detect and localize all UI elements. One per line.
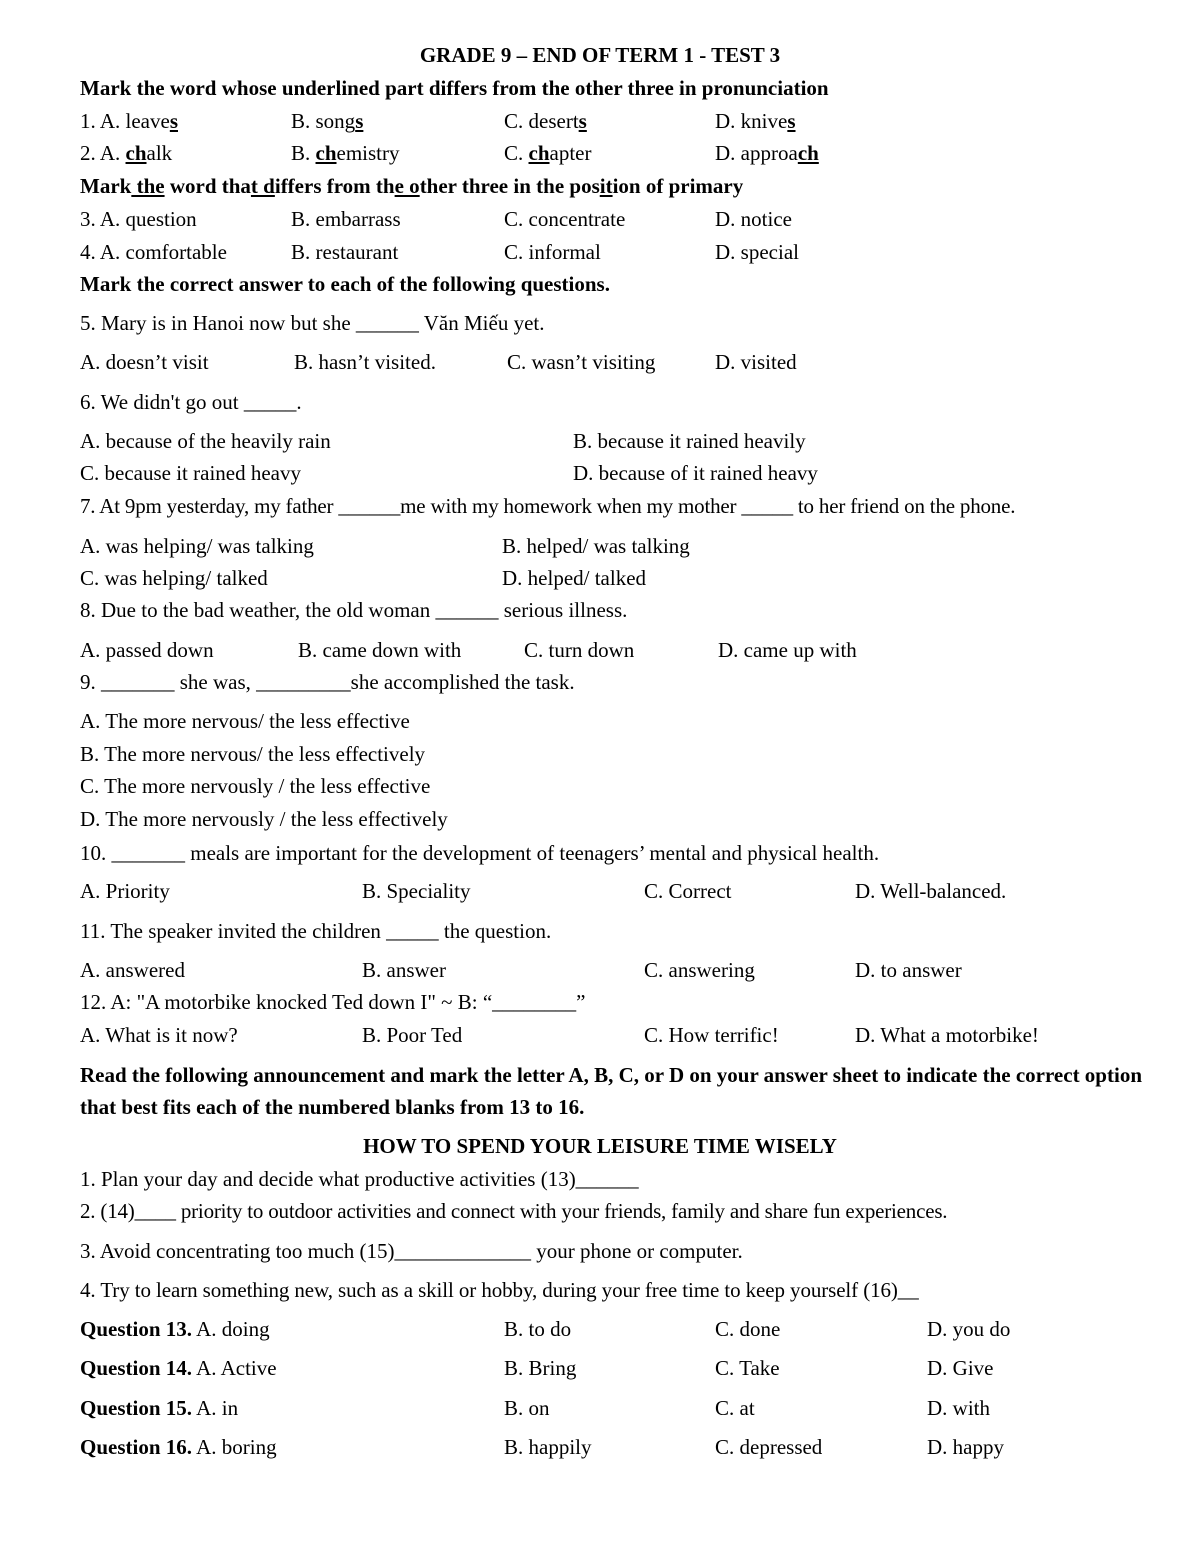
q11-option-c[interactable]: C. answering bbox=[644, 958, 755, 982]
q5-option-a[interactable]: A. doesn’t visit bbox=[80, 350, 209, 374]
q3-option-a[interactable]: 3. A. question bbox=[80, 207, 197, 231]
q5-option-c[interactable]: C. wasn’t visiting bbox=[507, 350, 656, 374]
section-pronunciation: Mark the word whose underlined part differs from the other three in pronunciation bbox=[80, 76, 829, 100]
q10-option-a[interactable]: A. Priority bbox=[80, 879, 170, 903]
q15-option-b[interactable]: B. on bbox=[504, 1396, 550, 1420]
q8-option-a[interactable]: A. passed down bbox=[80, 638, 214, 662]
q1-option-c[interactable]: C. deserts bbox=[504, 109, 587, 133]
q4-option-c[interactable]: C. informal bbox=[504, 240, 601, 264]
q16-option-d[interactable]: D. happy bbox=[927, 1435, 1004, 1459]
page-title: GRADE 9 – END OF TERM 1 - TEST 3 bbox=[419, 43, 781, 67]
q4-option-d[interactable]: D. special bbox=[715, 240, 799, 264]
q10-option-b[interactable]: B. Speciality bbox=[362, 879, 471, 903]
section-grammar: Mark the correct answer to each of the following questions. bbox=[80, 272, 610, 296]
q2-option-b[interactable]: B. chemistry bbox=[291, 141, 400, 165]
q7-option-d[interactable]: D. helped/ talked bbox=[502, 566, 647, 590]
q3-option-d[interactable]: D. notice bbox=[715, 207, 792, 231]
q3-option-b[interactable]: B. embarrass bbox=[291, 207, 401, 231]
q1-option-a[interactable]: 1. A. leaves bbox=[80, 109, 178, 133]
q7-option-a[interactable]: A. was helping/ was talking bbox=[80, 534, 314, 558]
passage-line-3: 3. Avoid concentrating too much (15)_____________ your phone or computer. bbox=[80, 1239, 743, 1263]
q9-option-c[interactable]: C. The more nervously / the less effective bbox=[80, 774, 431, 798]
q10-option-d[interactable]: D. Well-balanced. bbox=[855, 879, 1007, 903]
q8-stem: 8. Due to the bad weather, the old woman ______ serious illness. bbox=[80, 598, 628, 622]
q14-option-d[interactable]: D. Give bbox=[927, 1356, 994, 1380]
q6-stem: 6. We didn't go out _____. bbox=[80, 390, 302, 414]
q6-option-d[interactable]: D. because of it rained heavy bbox=[573, 461, 818, 485]
q15-option-d[interactable]: D. with bbox=[927, 1396, 990, 1420]
passage-line-2: 2. (14)____ priority to outdoor activities and connect with your friends, family and share fun experiences. bbox=[80, 1199, 948, 1223]
passage-line-1: 1. Plan your day and decide what productive activities (13)______ bbox=[80, 1167, 639, 1191]
q5-stem: 5. Mary is in Hanoi now but she ______ Văn Miếu yet. bbox=[80, 311, 545, 335]
q6-option-c[interactable]: C. because it rained heavy bbox=[80, 461, 301, 485]
q11-option-b[interactable]: B. answer bbox=[362, 958, 446, 982]
q13-option-d[interactable]: D. you do bbox=[927, 1317, 1011, 1341]
q9-option-a[interactable]: A. The more nervous/ the less effective bbox=[80, 709, 410, 733]
q10-stem: 10. _______ meals are important for the development of teenagers’ mental and physical health. bbox=[80, 841, 880, 865]
q2-option-a[interactable]: 2. A. chalk bbox=[80, 141, 173, 165]
q16-option-b[interactable]: B. happily bbox=[504, 1435, 592, 1459]
q14-option-c[interactable]: C. Take bbox=[715, 1356, 780, 1380]
q11-option-d[interactable]: D. to answer bbox=[855, 958, 962, 982]
q8-option-c[interactable]: C. turn down bbox=[524, 638, 635, 662]
q13-option-c[interactable]: C. done bbox=[715, 1317, 781, 1341]
q6-option-b[interactable]: B. because it rained heavily bbox=[573, 429, 806, 453]
q12-option-a[interactable]: A. What is it now? bbox=[80, 1023, 238, 1047]
q2-option-d[interactable]: D. approach bbox=[715, 141, 819, 165]
passage-line-4: 4. Try to learn something new, such as a skill or hobby, during your free time to keep yourself (16)__ bbox=[80, 1278, 919, 1302]
q12-option-d[interactable]: D. What a motorbike! bbox=[855, 1023, 1039, 1047]
q12-option-b[interactable]: B. Poor Ted bbox=[362, 1023, 463, 1047]
q3-option-c[interactable]: C. concentrate bbox=[504, 207, 626, 231]
q15-option-a[interactable]: Question 15. A. in bbox=[80, 1396, 239, 1420]
q2-option-c[interactable]: C. chapter bbox=[504, 141, 592, 165]
q14-option-b[interactable]: B. Bring bbox=[504, 1356, 577, 1380]
q16-option-a[interactable]: Question 16. A. boring bbox=[80, 1435, 277, 1459]
q6-option-a[interactable]: A. because of the heavily rain bbox=[80, 429, 331, 453]
q12-stem: 12. A: "A motorbike knocked Ted down I" ~ B: “________” bbox=[80, 990, 586, 1014]
q9-option-b[interactable]: B. The more nervous/ the less effectively bbox=[80, 742, 426, 766]
q1-option-d[interactable]: D. knives bbox=[715, 109, 796, 133]
q8-option-b[interactable]: B. came down with bbox=[298, 638, 462, 662]
q13-option-a[interactable]: Question 13. A. doing bbox=[80, 1317, 270, 1341]
q9-option-d[interactable]: D. The more nervously / the less effectively bbox=[80, 807, 448, 831]
section-reading-instructions: Read the following announcement and mark the letter A, B, C, or D on your answer sheet to indicate the correct option that best fits each of the numbered blanks from 13 to 16. bbox=[80, 1063, 1142, 1119]
q5-option-b[interactable]: B. hasn’t visited. bbox=[294, 350, 436, 374]
q8-option-d[interactable]: D. came up with bbox=[718, 638, 857, 662]
q12-option-c[interactable]: C. How terrific! bbox=[644, 1023, 779, 1047]
q7-option-c[interactable]: C. was helping/ talked bbox=[80, 566, 268, 590]
q14-option-a[interactable]: Question 14. A. Active bbox=[80, 1356, 277, 1380]
q9-stem: 9. _______ she was, _________she accomplished the task. bbox=[80, 670, 575, 694]
q1-option-b[interactable]: B. songs bbox=[291, 109, 364, 133]
q11-stem: 11. The speaker invited the children _____ the question. bbox=[80, 919, 552, 943]
q5-option-d[interactable]: D. visited bbox=[715, 350, 797, 374]
q4-option-a[interactable]: 4. A. comfortable bbox=[80, 240, 227, 264]
q16-option-c[interactable]: C. depressed bbox=[715, 1435, 823, 1459]
passage-title: HOW TO SPEND YOUR LEISURE TIME WISELY bbox=[363, 1134, 837, 1158]
section-stress: Mark the word that differs from the other three in the position of primary bbox=[80, 174, 744, 198]
q7-stem: 7. At 9pm yesterday, my father ______me with my homework when my mother _____ to her friend on the phone. bbox=[80, 494, 1016, 518]
q4-option-b[interactable]: B. restaurant bbox=[291, 240, 399, 264]
q11-option-a[interactable]: A. answered bbox=[80, 958, 185, 982]
q10-option-c[interactable]: C. Correct bbox=[644, 879, 732, 903]
q15-option-c[interactable]: C. at bbox=[715, 1396, 755, 1420]
q7-option-b[interactable]: B. helped/ was talking bbox=[502, 534, 690, 558]
q13-option-b[interactable]: B. to do bbox=[504, 1317, 572, 1341]
